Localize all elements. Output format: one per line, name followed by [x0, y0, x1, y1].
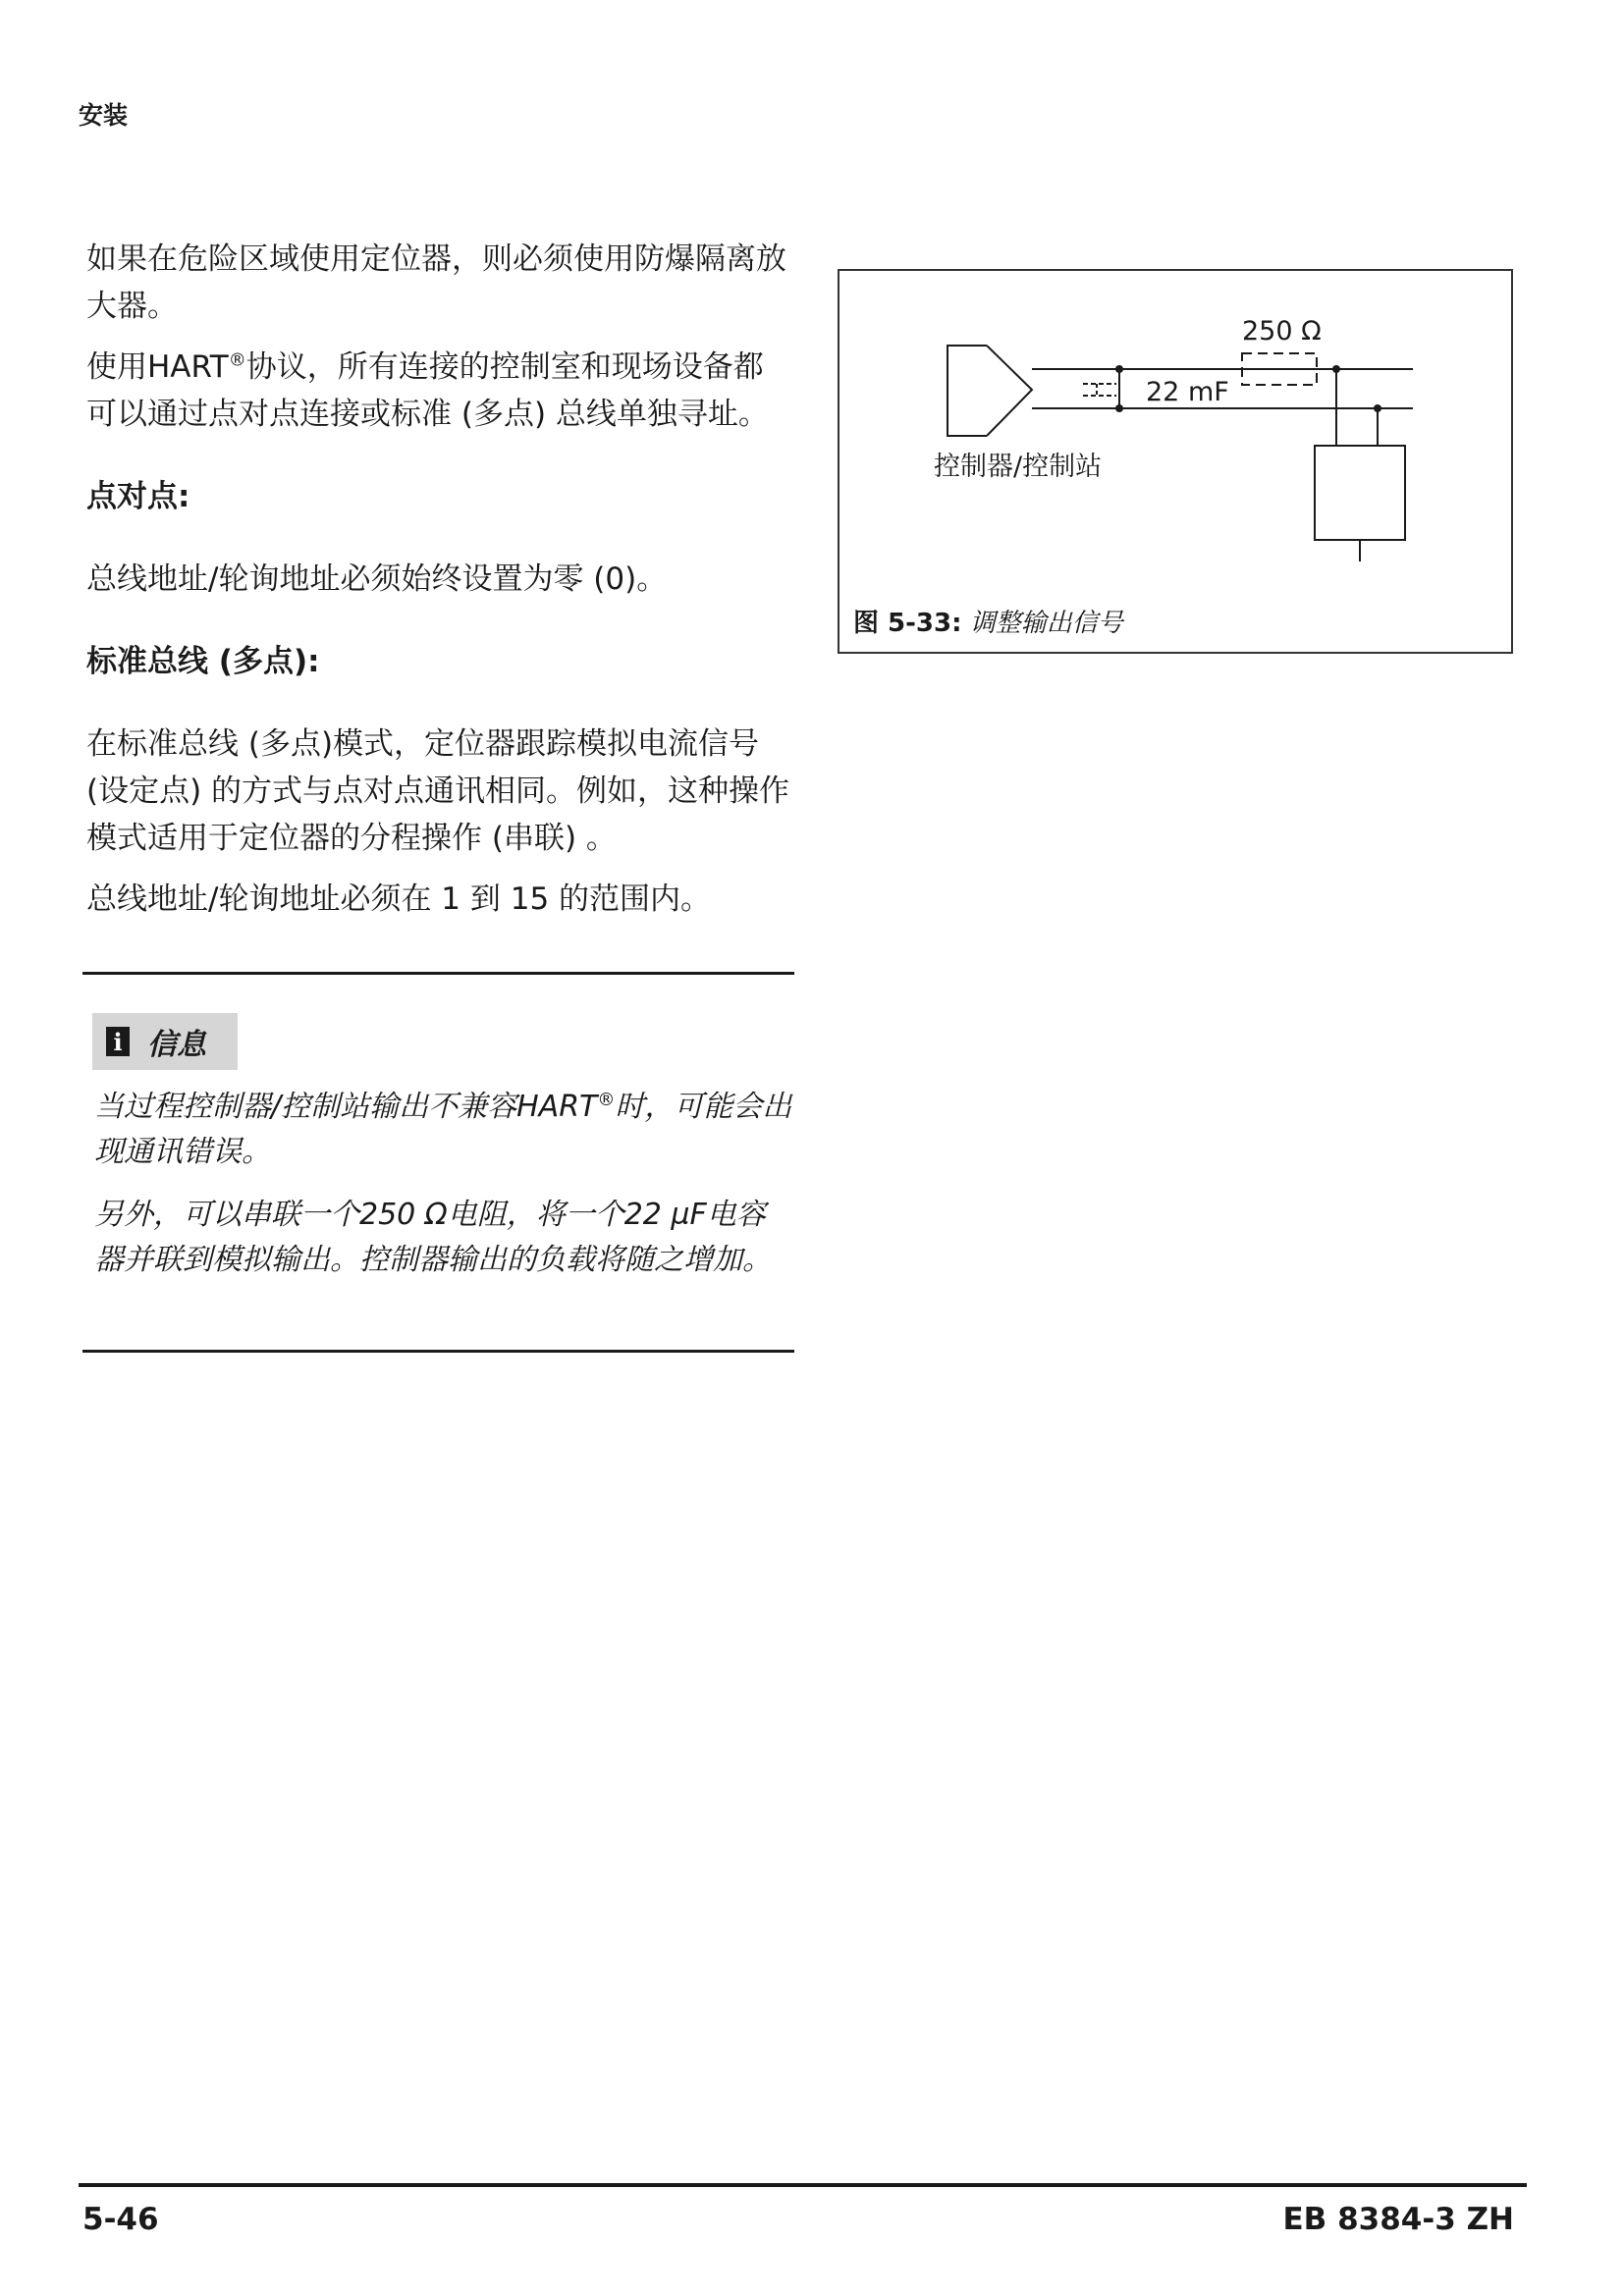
- caption-number: 图 5-33:: [853, 609, 962, 638]
- info-paragraph-resistor: 另外，可以串联一个250 Ω电阻，将一个22 µF电容器并联到模拟输出。控制器输出的负载将随之增加。: [94, 1198, 772, 1277]
- info-text-start: 当过程控制器/控制站输出不兼容HART: [94, 1090, 598, 1124]
- info-top-rule: [82, 972, 794, 975]
- paragraph-multidrop-mode: 在标准总线 (多点)模式，定位器跟踪模拟电流信号 (设定点) 的方式与点对点通讯相同。例如，这种操作模式适用于定位器的分程操作 (串联) 。: [86, 726, 790, 856]
- controller-triangle: [987, 346, 1032, 436]
- paragraph-explosion-amplifier: 如果在危险区域使用定位器，则必须使用防爆隔离放大器。: [86, 241, 786, 324]
- paragraph-hart-addressing: [86, 344, 793, 438]
- info-paragraph-compatibility: [94, 1085, 793, 1175]
- info-text-end: 时，可能会出现通讯错误。: [94, 1090, 792, 1169]
- controller-bracket: [947, 346, 987, 436]
- controller-label: 控制器/控制站: [934, 452, 1103, 482]
- info-registered-mark: ®: [597, 1090, 616, 1110]
- figure-box: [838, 269, 1513, 654]
- figure-caption: [853, 603, 1123, 639]
- page-number: 5-46: [82, 2202, 159, 2237]
- caption-text: 调整输出信号: [969, 609, 1123, 638]
- info-bottom-rule: [82, 1350, 794, 1353]
- field-device-box: [1315, 446, 1405, 540]
- section-label: 安装: [79, 101, 129, 130]
- document-id: EB 8384-3 ZH: [1282, 2202, 1514, 2237]
- paragraph-address-range: 总线地址/轮询地址必须在 1 到 15 的范围内。: [86, 881, 712, 917]
- footer-rule: [79, 2183, 1527, 2187]
- paragraph-address-zero: 总线地址/轮询地址必须始终设置为零 (0)。: [86, 561, 668, 597]
- main-text-column: [86, 236, 793, 936]
- circuit-diagram: [839, 271, 1511, 652]
- info-title: 信息: [147, 1028, 206, 1062]
- info-icon: i: [106, 1027, 130, 1056]
- info-badge: [92, 1013, 238, 1070]
- info-body: [94, 1085, 793, 1301]
- hart-text-end: 协议，所有连接的控制室和现场设备都可以通过点对点连接或标准 (多点) 总线单独寻址。: [86, 349, 769, 432]
- resistor-label: 250 Ω: [1242, 316, 1322, 347]
- registered-mark: ®: [228, 349, 246, 371]
- hart-text-start: 使用HART: [86, 349, 229, 385]
- heading-point-to-point: 点对点:: [86, 479, 190, 514]
- capacitor-label: 22 mF: [1146, 377, 1229, 407]
- heading-standard-bus: 标准总线 (多点):: [86, 644, 320, 679]
